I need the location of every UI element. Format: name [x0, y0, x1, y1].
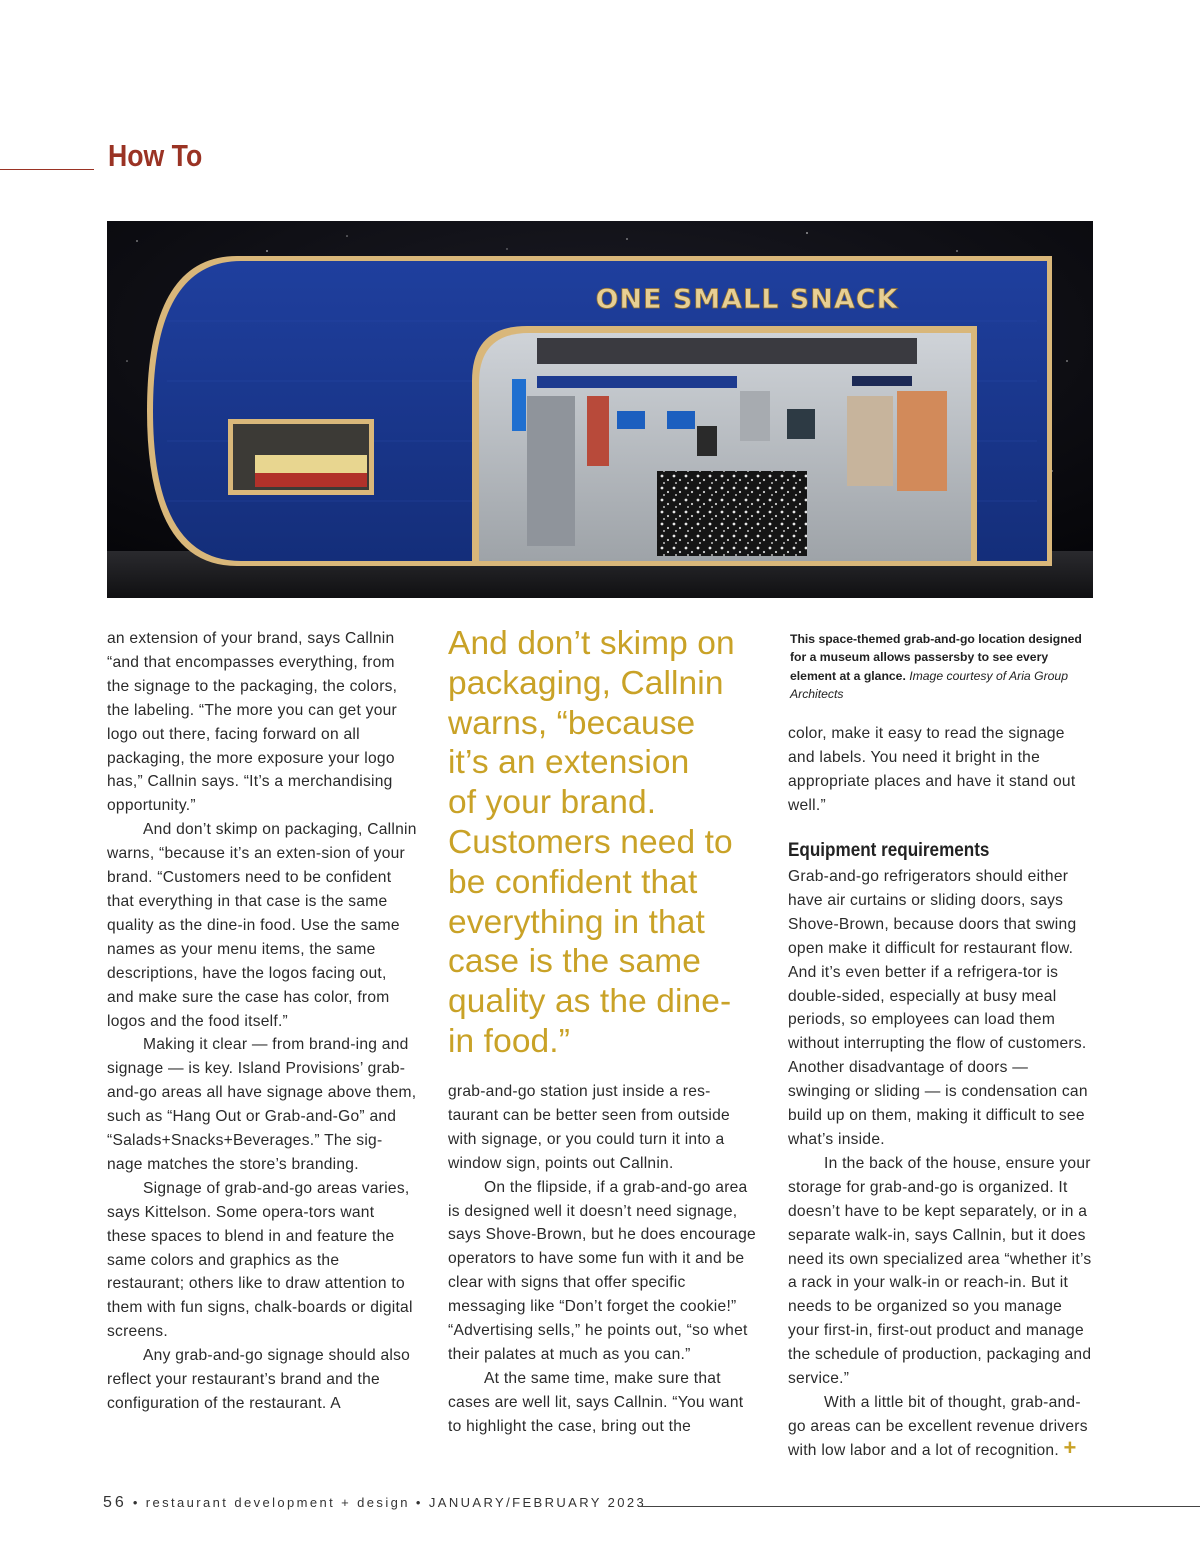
page-footer: [103, 1494, 646, 1512]
header-rule: [0, 169, 94, 170]
column-3: [788, 865, 1093, 1463]
col3-paragraph: [788, 1391, 1093, 1463]
pull-quote-line: case is the same: [448, 943, 701, 981]
caption-credit: Image courtesy of Aria Group Architects: [790, 668, 1068, 701]
store-photo: [107, 221, 1093, 598]
page-number: 56: [103, 1494, 127, 1511]
sign-text: ONE SMALL SNACK: [595, 284, 899, 315]
col1-paragraph: an extension of your brand, says Callnin “and that encompasses everything, from the signage to the packaging, the colors, the labeling. “The more you can get your logo out there, facing forward on all packaging, the more exposure your logo has,” Callnin says. “It’s a merchandising opportunity.”: [107, 630, 398, 815]
pull-quote-line: quality as the dine-: [448, 983, 732, 1021]
subhead-equipment: Equipment requirements: [788, 840, 990, 861]
pull-quote-line: warns, “because: [448, 704, 696, 742]
photo-caption: [790, 630, 1090, 703]
end-mark: +: [1063, 1434, 1077, 1460]
column-1: [107, 627, 417, 1416]
caption-text: This space-themed grab-and-go location designed for a museum allows passersby to see every element at a glance.: [790, 632, 1082, 683]
pull-quote-line: in food.”: [448, 1022, 570, 1060]
pull-quote-line: Customers need to: [448, 823, 733, 861]
footer-rule: [638, 1506, 1200, 1507]
publication-line: • restaurant development + design • JANUARY/FEBRUARY 2023: [132, 1495, 647, 1510]
col3-paragraph: Grab-and-go refrigerators should either have air curtains or sliding doors, says Shove-Brown, because doors that swing open make it difficult for restaurant flow. And it’s even better if a refrigera-tor is double-sided, especially at busy meal periods, so employees can load them without interrupting the flow of customers. Another disadvantage of doors — swinging or sliding — is condensation can build up on them, making it difficult to see what’s inside.: [788, 868, 1088, 1148]
pull-quote: [448, 624, 768, 1062]
col3-paragraph: In the back of the house, ensure your storage for grab-and-go is organized. It doesn’t have to be kept separately, or in a separate walk-in, says Callnin, but it does need its own specialized area “whether it’s a rack in your walk-in or reach-in. But it needs to be organized so you manage your first-in, first-out product and manage the schedule of production, packaging and service.”: [788, 1154, 1092, 1388]
col1-paragraph: And don’t skimp on packaging, Callnin warns, “because it’s an exten-sion of your brand. “Customers need to be confident that everything in that case is the same quality as the dine-in food. Use the same names as your menu items, the same descriptions, have the logos facing out, and make sure the case has color, from logos and the food itself.”: [107, 821, 417, 1030]
column-3-top: [788, 722, 1093, 818]
col2-paragraph: grab-and-go station just inside a res-taurant can be better seen from outside with signage, or you could turn it into a window sign, points out Callnin.: [448, 1083, 730, 1172]
section-title: How To: [108, 138, 203, 173]
pull-quote-line: of your brand.: [448, 784, 657, 822]
column-2: [448, 1080, 760, 1439]
pull-quote-line: And don’t skimp on: [448, 625, 735, 662]
pull-quote-line: be confident that: [448, 863, 698, 901]
col1-paragraph: Signage of grab-and-go areas varies, says Kittelson. Some opera-tors want these spaces to blend in and feature the same colors and graphics as the restaurant; others like to draw attention to them with fun signs, chalk-boards or digital screens.: [107, 1179, 413, 1341]
col3-paragraph: color, make it easy to read the signage and labels. You need it bright in the appropriate places and have it stand out well.”: [788, 725, 1076, 814]
col3-last-text: With a little bit of thought, grab-and-go areas can be excellent revenue drivers with low labor and a lot of recognition.: [788, 1393, 1088, 1459]
col1-paragraph: Any grab-and-go signage should also reflect your restaurant’s brand and the configuration of the restaurant. A: [107, 1347, 411, 1412]
pull-quote-line: everything in that: [448, 903, 705, 941]
col2-paragraph: At the same time, make sure that cases are well lit, says Callnin. “You want to highlight the case, bring out the: [448, 1369, 744, 1435]
pull-quote-line: packaging, Callnin: [448, 664, 724, 702]
col1-paragraph: Making it clear — from brand-ing and signage — is key. Island Provisions’ grab-and-go areas all have signage above them, such as “Hang Out or Grab-and-Go” and “Salads+Snacks+Beverages.” The sig-nage matches the store’s branding.: [107, 1036, 417, 1173]
pull-quote-line: it’s an extension: [448, 744, 690, 782]
col2-paragraph: On the flipside, if a grab-and-go area is designed well it doesn’t need signage, says Shove-Brown, but he does encourage operators to have some fun with it and be clear with signs that offer specific messaging like “Don’t forget the cookie!” “Advertising sells,” he points out, “so whet their palates at much as you can.”: [448, 1178, 756, 1363]
